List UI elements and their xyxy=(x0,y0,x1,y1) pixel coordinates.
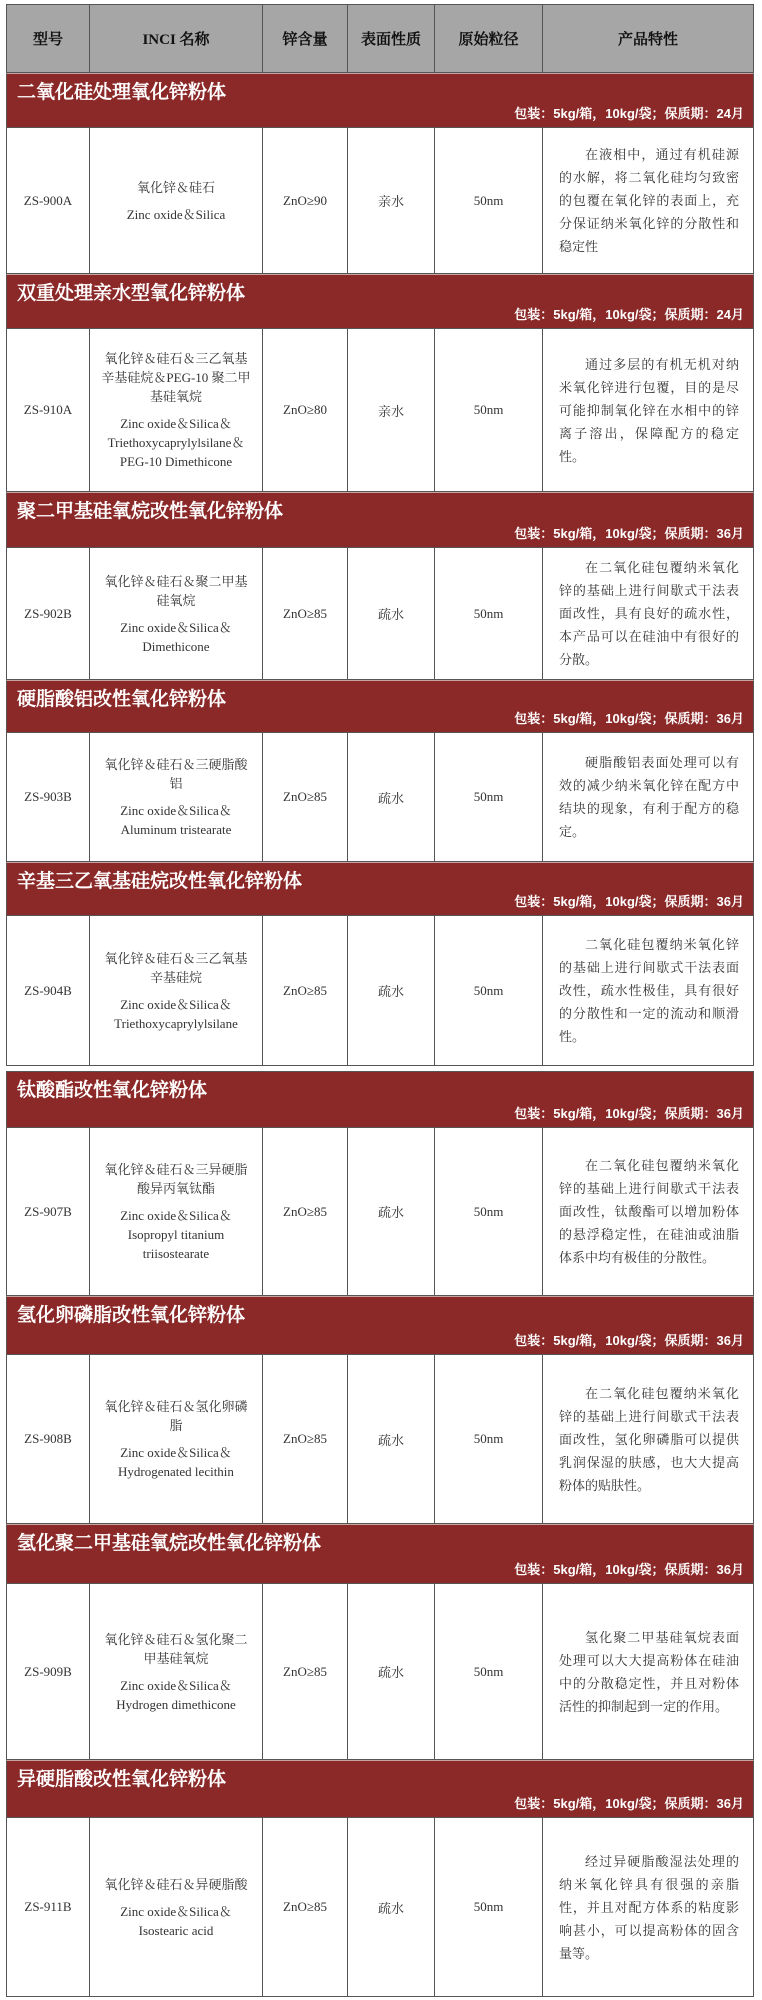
model-cell xyxy=(7,916,90,1065)
zinc-content: ZnO≥85 xyxy=(283,1431,327,1446)
inci-name-cn: 氧化锌＆硅石＆三异硬脂酸异丙氧钛酯 xyxy=(104,1162,248,1196)
section-package-info: 包装：5kg/箱，10kg/袋；保质期：36月 xyxy=(514,894,744,909)
inci-cell xyxy=(90,733,263,861)
section-package-info: 包装：5kg/箱，10kg/袋；保质期：36月 xyxy=(514,526,744,541)
section-band xyxy=(6,274,754,329)
inci-name-en: Zinc oxide＆Silica＆Triethoxycaprylylsilane xyxy=(114,996,238,1031)
inci-cell xyxy=(90,329,263,491)
feature-text: 在液相中，通过有机硅源的水解，将二氧化硅均匀致密的包覆在氧化锌的表面上，充分保证纳米氧化锌的分散性和稳定性 xyxy=(559,147,739,254)
feature-cell xyxy=(543,329,753,491)
model-cell xyxy=(7,548,90,679)
model-cell xyxy=(7,1584,90,1759)
section-title: 异硬脂酸改性氧化锌粉体 xyxy=(17,1769,227,1790)
inci-name-en: Zinc oxide＆Silica＆Triethoxycaprylylsilane＆PEG-10 Dimethicone xyxy=(107,416,245,469)
surface-property: 疏水 xyxy=(377,1432,404,1448)
inci-name-cn: 氧化锌＆硅石＆三硬脂酸铝 xyxy=(104,757,248,791)
feature-cell xyxy=(543,1584,753,1759)
section-title: 氢化聚二甲基硅氧烷改性氧化锌粉体 xyxy=(17,1533,322,1554)
section-band xyxy=(6,1296,754,1355)
section-band xyxy=(6,1071,754,1128)
size-cell xyxy=(435,733,543,861)
size-cell xyxy=(435,548,543,679)
inci-cell xyxy=(90,128,263,273)
surface-property: 疏水 xyxy=(377,1900,404,1916)
model-code: ZS-900A xyxy=(23,192,73,208)
feature-cell xyxy=(543,1128,753,1295)
surface-property: 疏水 xyxy=(377,790,404,806)
table-header xyxy=(6,4,754,73)
product-row xyxy=(6,1355,754,1524)
surface-cell xyxy=(348,1128,435,1295)
product-row xyxy=(6,916,754,1066)
header-cell-feature: 产品特性 xyxy=(617,32,678,48)
size-cell xyxy=(435,1584,543,1759)
product-table xyxy=(6,4,754,1997)
section-package-info: 包装：5kg/箱，10kg/袋；保质期：36月 xyxy=(514,711,744,726)
section-band xyxy=(6,1760,754,1818)
size-cell xyxy=(435,1818,543,1996)
inci-cell xyxy=(90,1584,263,1759)
zinc-content: ZnO≥85 xyxy=(283,1663,327,1679)
surface-property: 疏水 xyxy=(377,607,404,622)
inci-name-en: Zinc oxide＆Silica xyxy=(126,206,226,222)
surface-property: 亲水 xyxy=(377,403,404,419)
particle-size: 50nm xyxy=(473,402,504,417)
particle-size: 50nm xyxy=(473,982,504,998)
feature-text: 在二氧化硅包覆纳米氧化锌的基础上进行间歇式干法表面改性，氢化卵磷脂可以提供乳润保湿的肤感，也大大提高粉体的贴肤性。 xyxy=(559,1385,739,1493)
feature-cell xyxy=(543,1355,753,1523)
surface-cell xyxy=(348,548,435,679)
zinc-content: ZnO≥85 xyxy=(283,1899,327,1914)
surface-cell xyxy=(348,916,435,1065)
section-title: 钛酸酯改性氧化锌粉体 xyxy=(17,1080,208,1101)
model-cell xyxy=(7,1128,90,1295)
inci-cell xyxy=(90,548,263,679)
inci-name-cn: 氧化锌＆硅石 xyxy=(136,179,215,195)
model-code: ZS-911B xyxy=(24,1899,72,1914)
section-package-info: 包装：5kg/箱，10kg/袋；保质期：36月 xyxy=(514,1796,744,1811)
inci-cell xyxy=(90,1128,263,1295)
section-title: 聚二甲基硅氧烷改性氧化锌粉体 xyxy=(17,501,284,522)
feature-cell xyxy=(543,916,753,1065)
section-band xyxy=(6,73,754,128)
particle-size: 50nm xyxy=(473,1203,504,1219)
section-band xyxy=(6,1524,754,1584)
section-title: 二氧化硅处理氧化锌粉体 xyxy=(17,82,227,103)
section-title: 氢化卵磷脂改性氧化锌粉体 xyxy=(17,1305,246,1326)
surface-cell xyxy=(348,329,435,491)
zinc-content: ZnO≥85 xyxy=(283,605,327,621)
surface-cell xyxy=(348,1355,435,1523)
inci-name-en: Zinc oxide＆Silica＆Aluminum tristearate xyxy=(120,803,232,837)
section-package-info: 包装：5kg/箱，10kg/袋；保质期：36月 xyxy=(514,1562,744,1577)
zinc-content-cell xyxy=(263,128,348,273)
model-code: ZS-903B xyxy=(24,789,72,804)
product-row xyxy=(6,548,754,680)
particle-size: 50nm xyxy=(473,1899,504,1914)
zinc-content: ZnO≥85 xyxy=(283,982,327,998)
size-cell xyxy=(435,128,543,273)
surface-cell xyxy=(348,733,435,861)
size-cell xyxy=(435,916,543,1065)
particle-size: 50nm xyxy=(473,789,504,804)
inci-name-en: Zinc oxide＆Silica＆Hydrogenated lecithin xyxy=(118,1445,234,1479)
inci-name-cn: 氧化锌＆硅石＆三乙氧基辛基硅烷＆PEG-10 聚二甲基硅氧烷 xyxy=(101,351,251,404)
section-package-info: 包装：5kg/箱，10kg/袋；保质期：24月 xyxy=(514,106,744,121)
zinc-content-cell xyxy=(263,548,348,679)
inci-cell xyxy=(90,1818,263,1996)
particle-size: 50nm xyxy=(473,192,504,208)
header-cell-model: 型号 xyxy=(7,5,90,72)
section-package-info: 包装：5kg/箱，10kg/袋；保质期：36月 xyxy=(514,1333,744,1348)
feature-text: 经过异硬脂酸湿法处理的纳米氧化锌具有很强的亲脂性，并且对配方体系的粘度影响甚小，可以提高粉体的固含量等。 xyxy=(559,1853,739,1961)
zinc-content-cell xyxy=(263,733,348,861)
surface-property: 疏水 xyxy=(377,1205,404,1220)
size-cell xyxy=(435,329,543,491)
section-package-info: 包装：5kg/箱，10kg/袋；保质期：24月 xyxy=(514,307,744,322)
product-row xyxy=(6,1128,754,1296)
particle-size: 50nm xyxy=(473,1431,504,1446)
product-row xyxy=(6,1584,754,1760)
inci-name-cn: 氧化锌＆硅石＆氢化卵磷脂 xyxy=(104,1399,248,1433)
product-row xyxy=(6,329,754,492)
inci-name-cn: 氧化锌＆硅石＆异硬脂酸 xyxy=(104,1876,248,1892)
model-cell xyxy=(7,1818,90,1996)
inci-name-cn: 氧化锌＆硅石＆三乙氧基辛基硅烷 xyxy=(104,950,248,985)
header-cell-inci: INCI 名称 xyxy=(90,5,263,72)
inci-name-cn: 氧化锌＆硅石＆聚二甲基硅氧烷 xyxy=(104,573,248,608)
section-band xyxy=(6,680,754,733)
section-title: 双重处理亲水型氧化锌粉体 xyxy=(17,283,246,304)
feature-text: 通过多层的有机无机对纳米氧化锌进行包覆，目的是尽可能抑制氧化锌在水相中的锌离子溶出，保障配方的稳定性。 xyxy=(559,356,739,464)
section-title: 辛基三乙氧基硅烷改性氧化锌粉体 xyxy=(17,871,303,892)
particle-size: 50nm xyxy=(473,605,504,621)
feature-text: 在二氧化硅包覆纳米氧化锌的基础上进行间歇式干法表面改性，具有良好的疏水性，本产品可以在硅油中有很好的分散。 xyxy=(559,560,739,667)
model-code: ZS-909B xyxy=(24,1663,72,1679)
model-code: ZS-904B xyxy=(24,982,72,998)
size-cell xyxy=(435,1355,543,1523)
feature-text: 硬脂酸铝表面处理可以有效的减少纳米氧化锌在配方中结块的现象，有利于配方的稳定。 xyxy=(559,755,739,839)
model-code: ZS-902B xyxy=(24,605,72,621)
surface-cell xyxy=(348,1818,435,1996)
section-package-info: 包装：5kg/箱，10kg/袋；保质期：36月 xyxy=(514,1106,744,1121)
zinc-content-cell xyxy=(263,329,348,491)
inci-cell xyxy=(90,916,263,1065)
header-cell-surface: 表面性质 xyxy=(348,5,435,72)
model-code: ZS-910A xyxy=(23,402,73,417)
zinc-content-cell xyxy=(263,1818,348,1996)
feature-cell xyxy=(543,548,753,679)
model-code: ZS-907B xyxy=(24,1203,72,1219)
model-cell xyxy=(7,329,90,491)
zinc-content-cell xyxy=(263,1355,348,1523)
section-band xyxy=(6,492,754,548)
feature-cell xyxy=(543,128,753,273)
zinc-content-cell xyxy=(263,1128,348,1295)
zinc-content: ZnO≥80 xyxy=(283,402,327,417)
product-row xyxy=(6,733,754,862)
section-band xyxy=(6,862,754,916)
model-cell xyxy=(7,733,90,861)
surface-cell xyxy=(348,128,435,273)
zinc-content: ZnO≥90 xyxy=(283,192,327,208)
product-row xyxy=(6,1818,754,1997)
feature-text: 氢化聚二甲基硅氧烷表面处理可以大大提高粉体在硅油中的分散稳定性，并且对粉体活性的抑制起到一定的作用。 xyxy=(559,1629,739,1714)
zinc-content-cell xyxy=(263,1584,348,1759)
particle-size: 50nm xyxy=(473,1663,504,1679)
inci-name-en: Zinc oxide＆Silica＆Isostearic acid xyxy=(120,1903,232,1938)
surface-property: 疏水 xyxy=(377,1665,404,1680)
header-cell-zinc: 锌含量 xyxy=(263,5,348,72)
feature-text: 在二氧化硅包覆纳米氧化锌的基础上进行间歇式干法表面改性，钛酸酯可以增加粉体的悬浮稳定性，在硅油或油脂体系中均有极佳的分散性。 xyxy=(559,1158,739,1265)
feature-text: 二氧化硅包覆纳米氧化锌的基础上进行间歇式干法表面改性，疏水性极佳，具有很好的分散性和一定的流动和顺滑性。 xyxy=(559,937,739,1044)
product-row xyxy=(6,128,754,274)
inci-name-en: Zinc oxide＆Silica＆Hydrogen dimethicone xyxy=(116,1677,236,1712)
surface-property: 疏水 xyxy=(377,984,404,999)
inci-name-en: Zinc oxide＆Silica＆Dimethicone xyxy=(120,619,232,654)
inci-name-cn: 氧化锌＆硅石＆氢化聚二甲基硅氧烷 xyxy=(104,1631,248,1666)
surface-cell xyxy=(348,1584,435,1759)
model-cell xyxy=(7,128,90,273)
feature-cell xyxy=(543,733,753,861)
feature-cell xyxy=(543,1818,753,1996)
section-title: 硬脂酸铝改性氧化锌粉体 xyxy=(17,689,227,710)
inci-cell xyxy=(90,1355,263,1523)
model-cell xyxy=(7,1355,90,1523)
surface-property: 亲水 xyxy=(377,194,404,209)
zinc-content: ZnO≥85 xyxy=(283,789,327,804)
inci-name-en: Zinc oxide＆Silica＆Isopropyl titanium triisostearate xyxy=(120,1208,232,1261)
zinc-content-cell xyxy=(263,916,348,1065)
zinc-content: ZnO≥85 xyxy=(283,1203,327,1219)
model-code: ZS-908B xyxy=(24,1431,72,1446)
size-cell xyxy=(435,1128,543,1295)
header-cell-size: 原始粒径 xyxy=(435,5,543,72)
